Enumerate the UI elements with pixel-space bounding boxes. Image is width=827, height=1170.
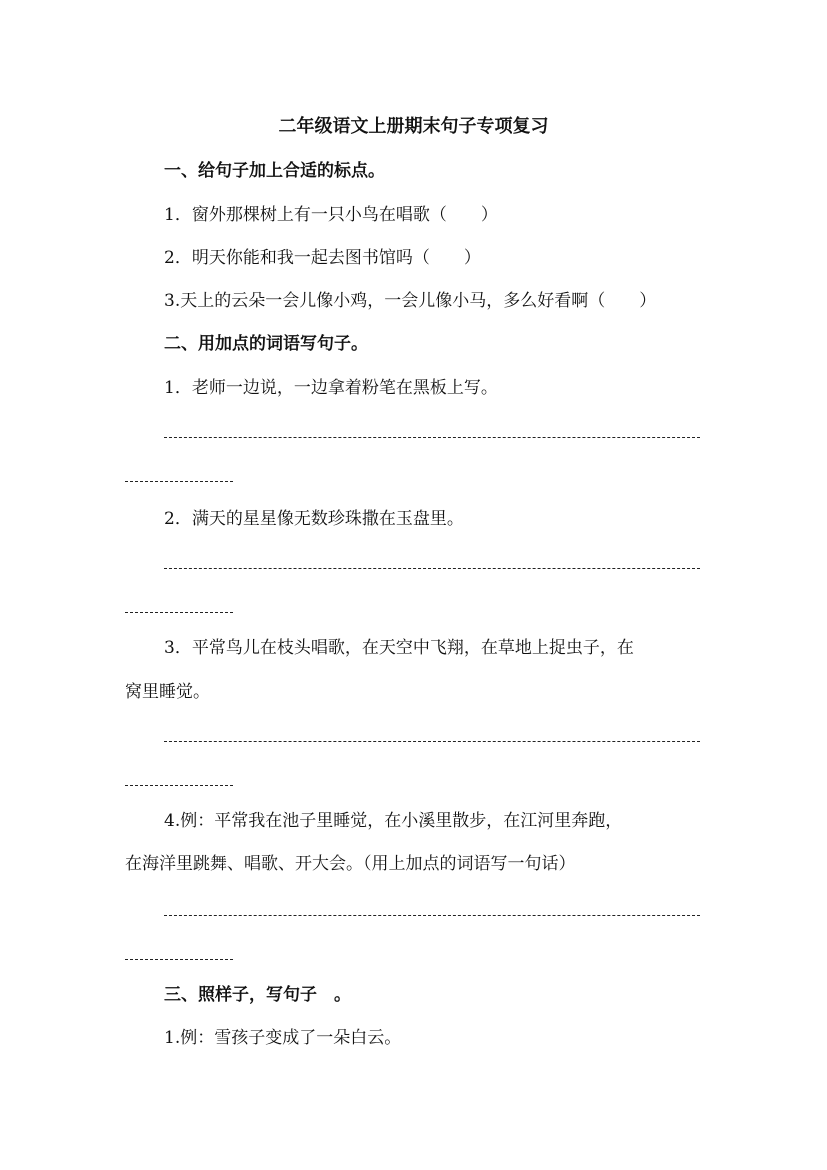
section-heading-write-sentences: 二、用加点的词语写句子。 xyxy=(164,334,368,354)
answer-line[interactable] xyxy=(164,741,700,742)
answer-line-continued[interactable] xyxy=(125,959,233,960)
section-heading-punctuation: 一、给句子加上合适的标点。 xyxy=(164,161,385,181)
question-2-3-line2: 窝里睡觉。 xyxy=(125,682,210,702)
section-heading-imitate: 三、照样子，写句子 。 xyxy=(164,985,351,1005)
question-2-3-line1: 3．平常鸟儿在枝头唱歌，在天空中飞翔，在草地上捉虫子，在 xyxy=(164,638,634,658)
question-2-4-line2: 在海洋里跳舞、唱歌、开大会。（用上加点的词语写一句话） xyxy=(125,854,576,874)
question-2-4-line1: 4.例：平常我在池子里睡觉，在小溪里散步，在江河里奔跑， xyxy=(164,811,623,831)
question-1-2: 2．明天你能和我一起去图书馆吗（ ） xyxy=(164,248,481,268)
answer-line-continued[interactable] xyxy=(125,612,233,613)
question-2-2: 2．满天的星星像无数珍珠撒在玉盘里。 xyxy=(164,509,464,529)
answer-line[interactable] xyxy=(164,568,700,569)
question-1-3: 3.天上的云朵一会儿像小鸡，一会儿像小马，多么好看啊（ ） xyxy=(164,291,657,311)
page-title: 二年级语文上册期末句子专项复习 xyxy=(278,116,549,137)
question-1-1: 1．窗外那棵树上有一只小鸟在唱歌（ ） xyxy=(164,205,498,225)
question-2-1: 1．老师一边说，一边拿着粉笔在黑板上写。 xyxy=(164,378,498,398)
question-3-1: 1.例：雪孩子变成了一朵白云。 xyxy=(164,1028,402,1048)
answer-line[interactable] xyxy=(164,437,700,438)
answer-line-continued[interactable] xyxy=(125,481,233,482)
answer-line[interactable] xyxy=(164,915,700,916)
answer-line-continued[interactable] xyxy=(125,785,233,786)
